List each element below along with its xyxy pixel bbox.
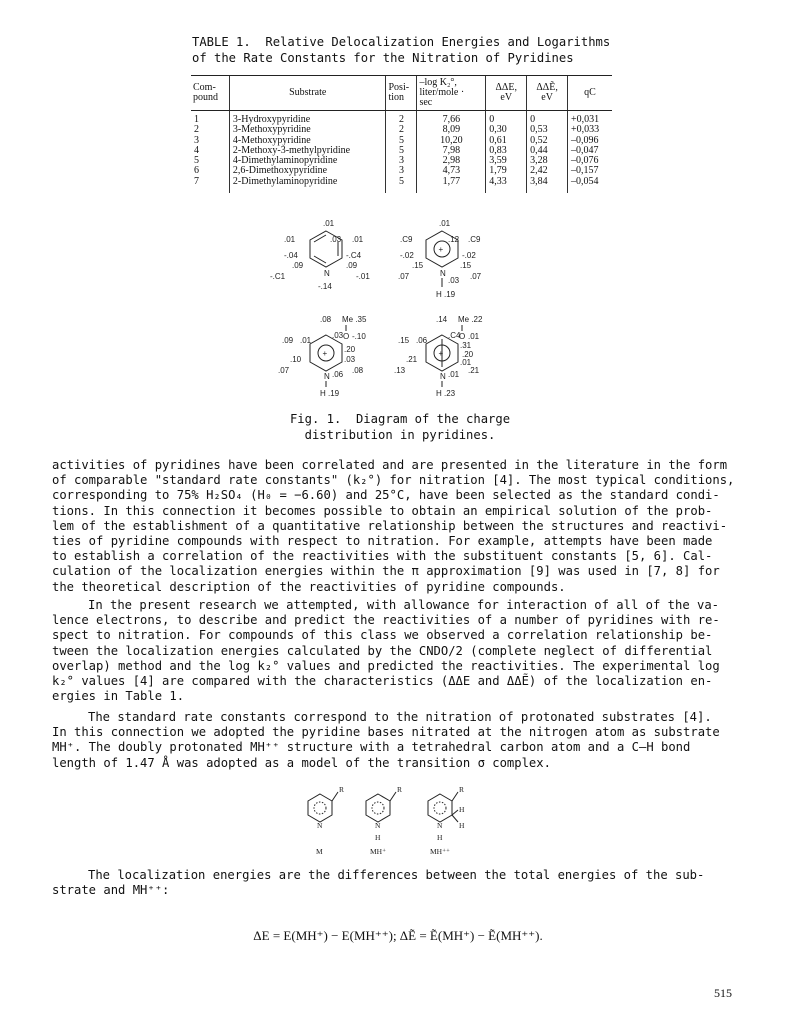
- struct-mh-label: MH⁺: [370, 847, 387, 856]
- cell-q-c: –0,054: [568, 177, 612, 193]
- d2-lr: .15: [460, 261, 472, 270]
- pyridine-charge-diagram-1: [270, 219, 370, 291]
- pyridine-charge-diagram-2: [398, 219, 482, 299]
- cell-compound-number: 2: [194, 124, 199, 136]
- d4-h: H .23: [436, 389, 456, 398]
- cell-substrate: 2,6-Dimethoxypyridine: [229, 166, 386, 176]
- struct-mh-h: H: [375, 833, 381, 842]
- cell-compound-number: 4: [194, 144, 199, 156]
- cell-position: 5: [386, 136, 417, 146]
- struct-mhh-r: R: [459, 785, 465, 794]
- struct-mhh-h: H: [437, 833, 443, 842]
- d3-br: .08: [352, 366, 364, 375]
- body-paragraph-4: The localization energies are the differences between the total energies of the sub- strate and MH⁺⁺:: [52, 868, 705, 898]
- header-compound: Com- pound: [191, 76, 229, 111]
- cell-position: 2: [386, 125, 417, 135]
- struct-mhh-h2: H: [459, 821, 465, 830]
- table-caption: TABLE 1. Relative Delocalization Energies and Logarithms of the Rate Constants for the Nitration of Pyridines: [192, 35, 611, 65]
- d2-ur: .C9: [468, 235, 481, 244]
- d3-n: N: [324, 372, 330, 381]
- d3-top: .08: [320, 315, 332, 324]
- d4-r1: .31: [460, 341, 472, 350]
- structure-mh: [366, 785, 402, 856]
- d4-bl: .13: [394, 366, 406, 375]
- d2-ul: .C9: [400, 235, 413, 244]
- d1-top: .01: [323, 219, 335, 228]
- cell-delta-delta-e-tilde: 3,28: [527, 156, 568, 166]
- cell-delta-delta-e-tilde: 0,52: [527, 136, 568, 146]
- d1-lr: .09: [346, 261, 358, 270]
- struct-mhh-label: MH⁺⁺: [430, 847, 451, 856]
- d2-top: .01: [439, 219, 451, 228]
- cell-compound-number: 3: [194, 134, 199, 146]
- d1-ml: -.04: [284, 251, 298, 260]
- header-dde: ΔΔE, eV: [486, 76, 527, 111]
- page-number: 515: [714, 986, 732, 1000]
- d3-h: H .19: [320, 389, 340, 398]
- cell-substrate: 2-Methoxy-3-methylpyridine: [229, 146, 386, 156]
- cell-compound-number: 1: [194, 114, 199, 125]
- pyridine-charge-diagram-4: [394, 315, 483, 398]
- cell-substrate: 3-Hydroxypyridine: [229, 111, 386, 126]
- cell-delta-delta-e: 4,33: [486, 177, 527, 193]
- charge-distribution-figure: [270, 215, 530, 405]
- d1-bl: -.C1: [270, 272, 286, 281]
- pyridine-charge-diagram-3: [278, 315, 367, 398]
- cell-delta-delta-e: 0: [486, 111, 527, 126]
- equation: ΔE = E(MH⁺) − E(MH⁺⁺); ΔẼ = Ẽ(MH⁺) − Ẽ(MH⁺⁺).: [253, 928, 543, 943]
- table-row: [191, 177, 612, 193]
- table-header-row: [191, 76, 612, 111]
- cell-delta-delta-e-tilde: 0,53: [527, 125, 568, 135]
- cell-position: 2: [386, 111, 417, 126]
- cell-delta-delta-e: 0,83: [486, 146, 527, 156]
- body-paragraph-2: In the present research we attempted, with allowance for interaction of all of the va- lence electrons, to describe and predict the reactivities of a number of pyridines with re- spect to nitration. For compounds of this class we observed a correlation relationship be- tween the localization energies calculated by the CNDO/2 (complete neglect of differential overlap) method and the log k₂° values and predicted the reactivities. The experimental log k₂° values [4] are compared with the characteristics (ΔΔE and ΔΔẼ) of the localization en- ergies in Table 1.: [52, 598, 720, 704]
- d2-ml: -.02: [400, 251, 414, 260]
- cell-delta-delta-e: 1,79: [486, 166, 527, 176]
- cell-position: 3: [386, 156, 417, 166]
- cell-log-k: 1,77: [417, 177, 486, 193]
- struct-mh-r: R: [397, 785, 403, 794]
- cell-log-k: 7,66: [417, 111, 486, 126]
- cell-delta-delta-e: 0,61: [486, 136, 527, 146]
- table-row: [191, 111, 612, 126]
- cell-position: 5: [386, 177, 417, 193]
- d1-mr: -.C4: [346, 251, 362, 260]
- d2-ll: .15: [412, 261, 424, 270]
- d2-br: .07: [470, 272, 482, 281]
- d3-r1: .20: [344, 345, 356, 354]
- structure-m: [308, 785, 344, 856]
- cell-delta-delta-e: 0,30: [486, 125, 527, 135]
- d4-ul: .15: [398, 336, 410, 345]
- d1-ur: .01: [352, 235, 364, 244]
- d4-top: .14: [436, 315, 448, 324]
- d3-me: Me .35: [342, 315, 367, 324]
- struct-m-label: M: [316, 847, 323, 856]
- cell-q-c: –0,047: [568, 146, 612, 156]
- d4-r1b: .20: [462, 350, 474, 359]
- d2-nc: .03: [448, 276, 460, 285]
- d3-r2: .03: [344, 355, 356, 364]
- header-substrate: Substrate: [229, 76, 386, 111]
- body-paragraph-3: The standard rate constants correspond to the nitration of protonated substrates [4]. In this connection we adopted the pyridine bases nitrated at the nitrogen atom as substrate MH⁺. The doubly protonated MH⁺⁺ structure with a tetrahedral carbon atom and a C—H bond length of 1.47 Å was adopted as a model of the transition σ complex.: [52, 710, 720, 770]
- d1-c1: .03: [330, 235, 342, 244]
- cell-position: 3: [386, 166, 417, 176]
- d1-ul: .01: [284, 235, 296, 244]
- cell-log-k: 10,20: [417, 136, 486, 146]
- cell-substrate: 4-Methoxypyridine: [229, 136, 386, 146]
- d3-plus: +: [322, 349, 328, 358]
- d3-ul: .09: [282, 336, 294, 345]
- cell-substrate: 4-Dimethylaminopyridine: [229, 156, 386, 166]
- cell-substrate: 3-Methoxypyridine: [229, 125, 386, 135]
- d2-n: N: [440, 269, 446, 278]
- d4-r2: .01: [460, 358, 472, 367]
- d4-bn: .01: [448, 370, 460, 379]
- cell-log-k: 4,73: [417, 166, 486, 176]
- d2-bl: .07: [398, 272, 410, 281]
- body-paragraph-1: activities of pyridines have been correlated and are presented in the literature in the form of comparable "standard rate constants" (k₂°) for nitration [4]. The most typical conditions, corresponding to 75% H₂SO₄ (H₀ = −6.60) and 25°C, have been selected as the standard condi- tions. In this connection it becomes possible to obtain an empirical solution of the prob- lem of the establishment of a quantitative relationship between the structures and reactivi- ties of pyridine compounds with respect to nitration. For example, attempts have been made to establish a correlation of the reactivities with the substituent constants [5, 6]. Cal- culation of the localization energies within the π approximation [9] was used in [7, 8] for the theoretical description of the reactivities of pyridine compounds.: [52, 458, 735, 594]
- cell-position: 5: [386, 146, 417, 156]
- cell-compound-number: 6: [194, 165, 199, 177]
- d3-o: O: [343, 332, 350, 341]
- d1-ll: .09: [292, 261, 304, 270]
- header-qc: qC: [568, 76, 612, 111]
- d4-or: .01: [468, 332, 480, 341]
- cell-q-c: +0,031: [568, 111, 612, 126]
- cell-delta-delta-e: 3,59: [486, 156, 527, 166]
- d4-c: .C4: [448, 331, 461, 340]
- cell-q-c: –0,096: [568, 136, 612, 146]
- cell-delta-delta-e-tilde: 3,84: [527, 177, 568, 193]
- d4-me: Me .22: [458, 315, 483, 324]
- d4-o: O: [459, 332, 466, 341]
- cell-q-c: –0,157: [568, 166, 612, 176]
- cell-log-k: 7,98: [417, 146, 486, 156]
- d3-c: .03: [332, 331, 344, 340]
- cell-delta-delta-e-tilde: 0,44: [527, 146, 568, 156]
- struct-mh-n: N: [375, 821, 381, 830]
- structure-mhh: [428, 785, 465, 856]
- d2-mr: -.02: [462, 251, 476, 260]
- header-dde-tilde: ΔΔẼ, eV: [527, 76, 568, 111]
- header-position: Posi- tion: [386, 76, 417, 111]
- struct-m-r: R: [339, 785, 345, 794]
- d3-ml: .10: [290, 355, 302, 364]
- header-logk: –log K₂°, liter/mole · sec: [417, 76, 486, 111]
- d4-u2: .06: [416, 336, 428, 345]
- d4-plus: +: [438, 349, 444, 358]
- cell-substrate: 2-Dimethylaminopyridine: [229, 177, 386, 193]
- d1-br: -.01: [356, 272, 370, 281]
- d4-ml: .21: [406, 355, 418, 364]
- cell-delta-delta-e-tilde: 0: [527, 111, 568, 126]
- cell-log-k: 8,09: [417, 125, 486, 135]
- d2-h: H .19: [436, 290, 456, 299]
- d4-br: .21: [468, 366, 480, 375]
- d4-n: N: [440, 372, 446, 381]
- d3-u2: .01: [300, 336, 312, 345]
- d1-n: N: [324, 269, 330, 278]
- structure-diagrams: [296, 784, 496, 860]
- cell-q-c: –0,076: [568, 156, 612, 166]
- cell-compound-number: 5: [194, 155, 199, 167]
- cell-delta-delta-e-tilde: 2,42: [527, 166, 568, 176]
- struct-mhh-h1: H: [459, 805, 465, 814]
- d3-bn: .06: [332, 370, 344, 379]
- d2-c1: .12: [448, 235, 460, 244]
- cell-compound-number: 7: [194, 175, 199, 187]
- d3-bl: .07: [278, 366, 290, 375]
- struct-m-n: N: [317, 821, 323, 830]
- data-table: [191, 75, 612, 193]
- struct-mhh-n: N: [437, 821, 443, 830]
- d3-or: -.10: [352, 332, 366, 341]
- figure-caption: Fig. 1. Diagram of the charge distribution in pyridines.: [289, 412, 511, 442]
- d2-plus: +: [438, 245, 444, 254]
- cell-log-k: 2,98: [417, 156, 486, 166]
- cell-q-c: +0,033: [568, 125, 612, 135]
- d1-nc: -.14: [318, 282, 332, 291]
